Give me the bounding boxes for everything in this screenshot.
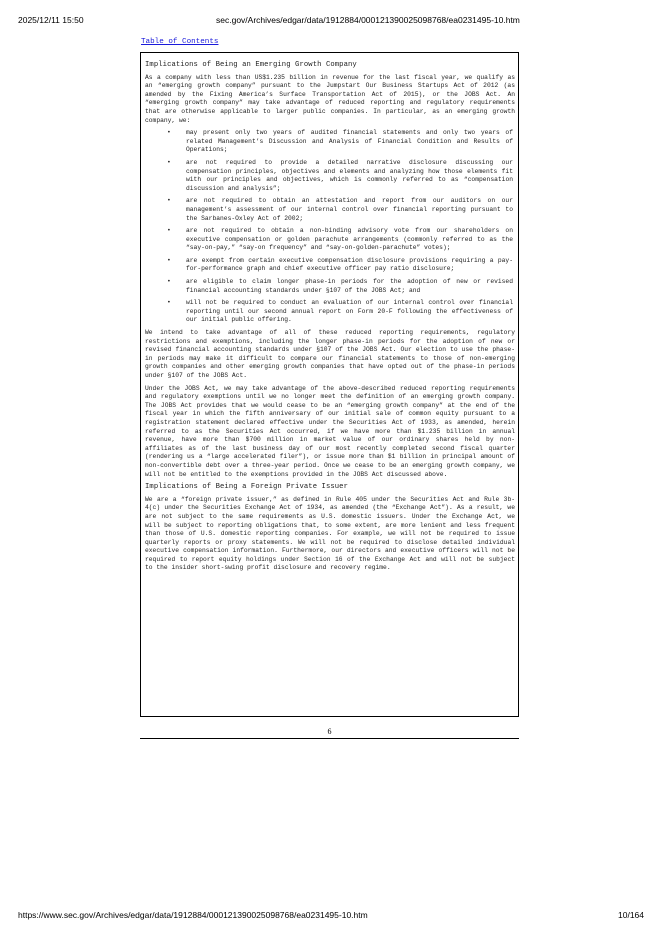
list-item	[145, 278, 515, 295]
list-item	[145, 227, 515, 253]
list-item	[145, 257, 515, 274]
phase-in-paragraph: We intend to take advantage of all of these reduced reporting requirements, regulatory restrictions and exemptions, including the longer phase-in periods for the adoption of new or revised financial accounting standards under §107 of the JOBS Act. Our election to use the phase-in periods may make it difficult to compare our financial statements to those of non-emerging growth companies and other emerging growth companies that have opted out of the phase-in periods under §107 of the JOBS Act.	[145, 329, 515, 379]
list-item-text: will not be required to conduct an evaluation of our internal control over financial reporting until our second annual report on Form 20-F following the effectiveness of our initial public offering.	[186, 299, 513, 324]
list-item	[145, 197, 515, 223]
table-of-contents-link[interactable]: Table of Contents	[141, 38, 219, 46]
emerging-growth-intro-paragraph: As a company with less than US$1.235 billion in revenue for the last fiscal year, we qualify as an “emerging growth company” pursuant to the Jumpstart Our Business Startups Act of 2012 (as amended by the Fixing America’s Surface Transportation Act of 2015), or the JOBS Act. An “emerging growth company” may take advantage of reduced reporting and regulatory requirements that are otherwise applicable to larger public companies. In particular, as an emerging growth company, we:	[145, 73, 515, 124]
page-divider	[140, 738, 519, 739]
list-item	[145, 129, 515, 155]
section-heading-emerging-growth: Implications of Being an Emerging Growth Company	[145, 61, 357, 69]
list-item-text: are not required to obtain an attestation and report from our auditors on our management’s assessment of our internal control over financial reporting pursuant to the Sarbanes-Oxley Act of 2002;	[186, 197, 513, 222]
foreign-private-issuer-paragraph: We are a “foreign private issuer,” as defined in Rule 405 under the Securities Act and Rule 3b-4(c) under the Securities Exchange Act of 1934, as amended (the “Exchange Act”). As a result, we are not subject to the same requirements as U.S. domestic issuers. Under the Exchange Act, we will be subject to reporting obligations that, to some extent, are more lenient and less frequent than those of U.S. domestic reporting companies. For example, we will not be required to issue quarterly reports or proxy statements. We will not be required to disclose detailed individual executive compensation information. Furthermore, our directors and executive officers will not be required to report equity holdings under Section 16 of the Exchange Act and will not be subject to the insider short-swing profit disclosure and recovery regime.	[145, 495, 515, 572]
browser-page-title: sec.gov/Archives/edgar/data/1912884/000121390025098768/ea0231495-10.htm	[216, 15, 520, 25]
list-item-text: may present only two years of audited financial statements and only two years of related Management’s Discussion and Analysis of Financial Condition and Results of Operations;	[186, 129, 513, 154]
document-body	[145, 61, 515, 577]
list-item-text: are eligible to claim longer phase-in periods for the adoption of new or revised financial accounting standards under §107 of the JOBS Act; and	[186, 278, 513, 294]
bullet-icon: •	[167, 227, 171, 235]
bullet-icon: •	[167, 129, 171, 137]
emerging-growth-bullet-list	[145, 129, 515, 325]
bullet-icon: •	[167, 299, 171, 307]
bullet-icon: •	[167, 256, 171, 264]
list-item-text: are not required to obtain a non-binding advisory vote from our shareholders on executive compensation or golden parachute arrangements (commonly referred to as the “say-on-pay,” “say-on frequency” and “say-on-golden-parachute” votes);	[186, 227, 513, 252]
list-item-text: are exempt from certain executive compensation disclosure provisions requiring a pay-for-performance graph and chief executive officer pay ratio disclosure;	[186, 256, 513, 273]
browser-datetime: 2025/12/11 15:50	[18, 15, 84, 25]
section-heading-foreign-private-issuer: Implications of Being a Foreign Private Issuer	[145, 483, 349, 492]
bullet-icon: •	[167, 158, 171, 166]
bullet-icon: •	[167, 278, 171, 286]
jobs-act-paragraph: Under the JOBS Act, we may take advantage of the above-described reduced reporting requirements and regulatory exemptions until we no longer meet the definition of an emerging growth company. The JOBS Act provides that we would cease to be an “emerging growth company” at the end of the fiscal year in which the fifth anniversary of our initial sale of common equity pursuant to a registration statement declared effective under the Securities Act of 1933, as amended, herein referred to as the Securities Act occurred, if we have more than $1.235 billion in annual revenue, have more than $700 million in market value of our ordinary shares held by non-affiliates as of the last business day of our most recently completed second fiscal quarter (rendering us a “large accelerated filer”), or issue more than $1 billion in principal amount of non-convertible debt over a three-year period. Once we cease to be an emerging growth company, we will not be entitled to the exemptions provided in the JOBS Act discussed above.	[145, 384, 515, 478]
list-item-text: are not required to provide a detailed narrative disclosure discussing our compensation principles, objectives and elements and analyzing how those elements fit with our principles and objectives, which is commonly referred to as “compensation discussion and analysis”;	[186, 158, 513, 192]
page-number: 6	[327, 727, 332, 736]
bullet-icon: •	[167, 197, 171, 205]
list-item	[145, 299, 515, 325]
list-item	[145, 159, 515, 193]
browser-footer-url: https://www.sec.gov/Archives/edgar/data/1912884/000121390025098768/ea0231495-10.htm	[18, 910, 368, 920]
document-content-box	[140, 52, 519, 717]
browser-page-count: 10/164	[618, 910, 644, 920]
